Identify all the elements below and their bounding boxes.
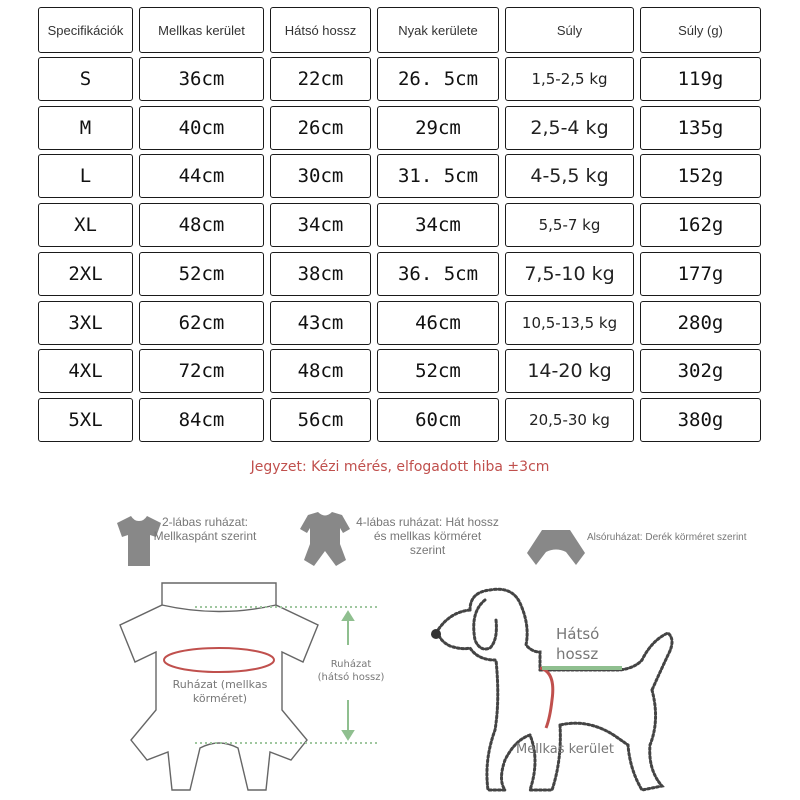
garment-back-label: Ruházat (hátsó hossz) bbox=[317, 659, 385, 683]
cell-spec: 3XL bbox=[38, 301, 133, 345]
cell-back: 43cm bbox=[270, 301, 371, 345]
header-garment-weight: Súly (g) bbox=[640, 7, 761, 53]
cell-neck: 29cm bbox=[377, 106, 499, 150]
cell-chest: 40cm bbox=[139, 106, 264, 150]
cell-neck: 31. 5cm bbox=[377, 154, 499, 198]
header-neck: Nyak kerülete bbox=[377, 7, 499, 53]
cell-weight: 14-20 kg bbox=[505, 349, 634, 393]
garment-chest-marker bbox=[164, 648, 274, 672]
cell-neck: 34cm bbox=[377, 203, 499, 247]
cell-chest: 36cm bbox=[139, 57, 264, 101]
cell-garment-weight: 135g bbox=[640, 106, 761, 150]
cell-weight: 10,5-13,5 kg bbox=[505, 301, 634, 345]
four-leg-suit-icon bbox=[300, 512, 350, 566]
cell-garment-weight: 162g bbox=[640, 203, 761, 247]
cell-garment-weight: 177g bbox=[640, 252, 761, 296]
bottom-caption: Alsóruházat: Derék körméret szerint bbox=[587, 532, 747, 543]
two-leg-caption: 2-lábas ruházat: Mellkaspánt szerint bbox=[153, 515, 257, 543]
cell-back: 38cm bbox=[270, 252, 371, 296]
cell-weight: 7,5-10 kg bbox=[505, 252, 634, 296]
cell-garment-weight: 152g bbox=[640, 154, 761, 198]
cell-back: 56cm bbox=[270, 398, 371, 442]
header-spec: Specifikációk bbox=[38, 7, 133, 53]
dog-outline bbox=[438, 589, 672, 790]
cell-chest: 48cm bbox=[139, 203, 264, 247]
cell-spec: XL bbox=[38, 203, 133, 247]
header-back: Hátsó hossz bbox=[270, 7, 371, 53]
cell-spec: S bbox=[38, 57, 133, 101]
cell-neck: 46cm bbox=[377, 301, 499, 345]
cell-back: 34cm bbox=[270, 203, 371, 247]
four-leg-caption: 4-lábas ruházat: Hát hossz és mellkas körméret szerint bbox=[356, 515, 499, 557]
garment-chest-label: Ruházat (mellkas körméret) bbox=[172, 678, 268, 705]
cell-garment-weight: 119g bbox=[640, 57, 761, 101]
cell-chest: 72cm bbox=[139, 349, 264, 393]
cell-back: 30cm bbox=[270, 154, 371, 198]
cell-neck: 60cm bbox=[377, 398, 499, 442]
measurement-note: Jegyzet: Kézi mérés, elfogadott hiba ±3cm bbox=[250, 459, 550, 475]
cell-weight: 1,5-2,5 kg bbox=[505, 57, 634, 101]
cell-weight: 20,5-30 kg bbox=[505, 398, 634, 442]
cell-garment-weight: 380g bbox=[640, 398, 761, 442]
cell-back: 22cm bbox=[270, 57, 371, 101]
header-weight: Súly bbox=[505, 7, 634, 53]
cell-back: 48cm bbox=[270, 349, 371, 393]
cell-chest: 52cm bbox=[139, 252, 264, 296]
cell-spec: 2XL bbox=[38, 252, 133, 296]
cell-back: 26cm bbox=[270, 106, 371, 150]
cell-chest: 44cm bbox=[139, 154, 264, 198]
cell-garment-weight: 280g bbox=[640, 301, 761, 345]
cell-neck: 26. 5cm bbox=[377, 57, 499, 101]
cell-spec: 5XL bbox=[38, 398, 133, 442]
dog-chest-marker bbox=[540, 668, 553, 728]
cell-chest: 84cm bbox=[139, 398, 264, 442]
dog-nose-icon bbox=[431, 629, 441, 639]
dog-chest-label: Mellkas kerület bbox=[516, 742, 614, 757]
cell-weight: 2,5-4 kg bbox=[505, 106, 634, 150]
bottom-garment-icon bbox=[527, 530, 585, 565]
cell-garment-weight: 302g bbox=[640, 349, 761, 393]
cell-spec: L bbox=[38, 154, 133, 198]
header-chest: Mellkas kerület bbox=[139, 7, 264, 53]
cell-chest: 62cm bbox=[139, 301, 264, 345]
cell-neck: 36. 5cm bbox=[377, 252, 499, 296]
cell-spec: 4XL bbox=[38, 349, 133, 393]
cell-spec: M bbox=[38, 106, 133, 150]
cell-weight: 5,5-7 kg bbox=[505, 203, 634, 247]
dog-back-label: Hátsó hossz bbox=[556, 625, 600, 663]
cell-weight: 4-5,5 kg bbox=[505, 154, 634, 198]
cell-neck: 52cm bbox=[377, 349, 499, 393]
